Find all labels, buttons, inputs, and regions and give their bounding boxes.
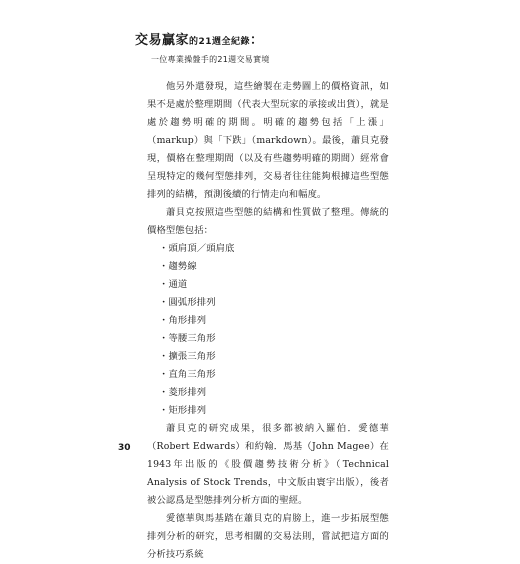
list-item: ・圓弧形排列 xyxy=(159,297,216,308)
list-item: ・矩形排列 xyxy=(159,405,207,416)
list-item: ・趨勢線 xyxy=(159,261,197,272)
paragraph-3: 蕭貝克的研究成果，很多都被納入羅伯．愛德華（Robert Edwards）和約翰．馬基（John Magee）在1943年出版的《股價趨勢技術分析》（Technical Analysis of Stock Trends，中文版由寰宇出版），後者被公認爲是型態排列分析方面的聖經。 xyxy=(147,423,389,506)
list-item: ・擴張三角形 xyxy=(159,351,216,362)
list-item: ・通道 xyxy=(159,279,188,290)
list-item: ・菱形排列 xyxy=(159,387,207,398)
list-item: ・頭肩頂／頭肩底 xyxy=(159,243,235,254)
book-title-small: 的21週全紀錄 xyxy=(189,37,251,47)
book-title xyxy=(135,33,355,50)
paragraph-2: 蕭貝克按照這些型態的結構和性質做了整理。傳統的價格型態包括： xyxy=(147,207,389,236)
running-head xyxy=(135,33,355,65)
paragraph-4: 愛德華與馬基踏在蕭貝克的肩膀上，進一步拓展型態排列分析的研究，思考相關的交易法則，嘗試把這方面的分析技巧系統 xyxy=(147,513,389,560)
pattern-list xyxy=(147,240,389,420)
book-title-colon: ： xyxy=(250,33,264,48)
list-item: ・直角三角形 xyxy=(159,369,216,380)
paragraph-1: 他另外還發現，這些繪製在走勢圖上的價格資訊，如果不是處於整理期間（代表大型玩家的承接或出貨），就是處於趨勢明確的期間。明確的趨勢包括「上漲」（markup）與「下跌」（markdown）。最後，蕭貝克發現，價格在整理期間（以及有些趨勢明確的期間）經常會呈現特定的幾何型態排列，交易者往往能夠根據這些型態排列的結構，預測後續的行情走向和幅度。 xyxy=(147,81,389,200)
list-item: ・角形排列 xyxy=(159,315,207,326)
body-text xyxy=(147,78,389,564)
list-item: ・等腰三角形 xyxy=(159,333,216,344)
book-subtitle: 一位專業操盤手的21週交易實境 xyxy=(151,55,270,64)
page-number: 30 xyxy=(118,443,131,453)
book-title-main: 交易贏家 xyxy=(135,33,190,48)
